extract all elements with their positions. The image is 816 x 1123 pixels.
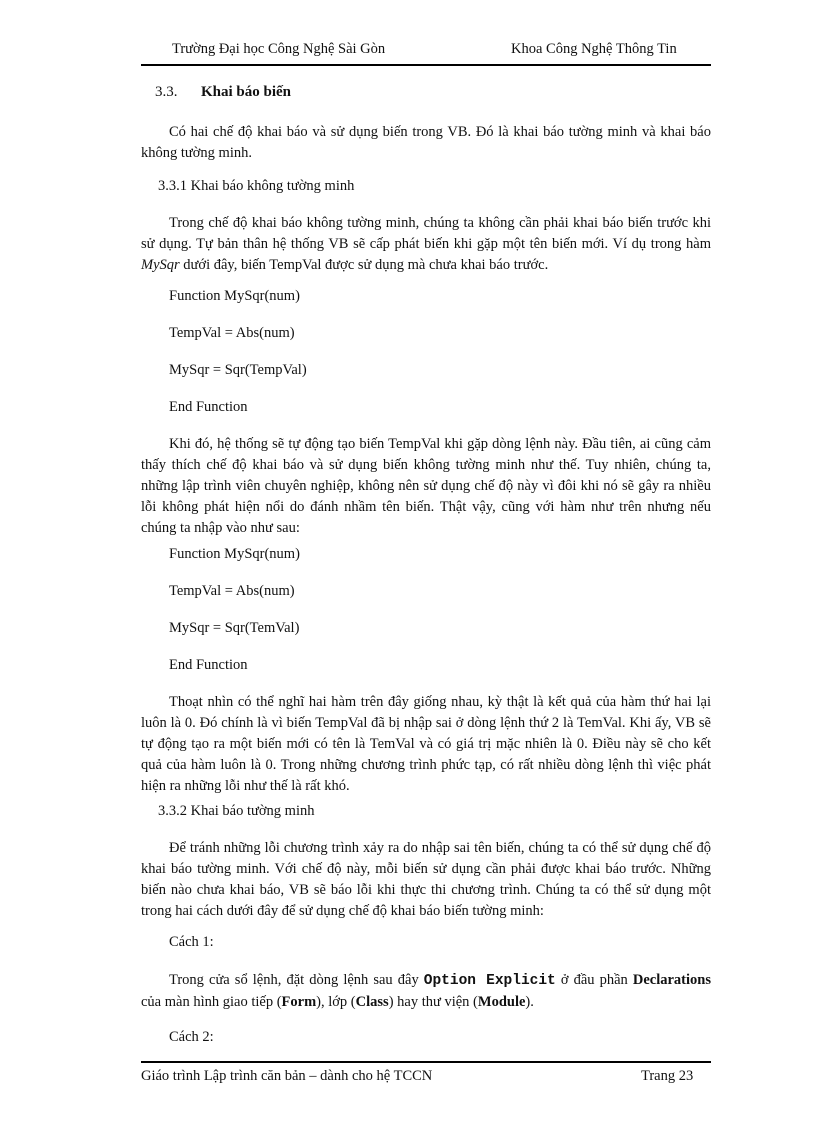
page-number: Trang 23 — [641, 1068, 694, 1084]
paragraph-text: Trong chế độ khai báo không tường minh, chúng ta không cần phải khai báo biến trước khi sử dụng. Tự bản thân hệ thống VB sẽ cấp phát biến khi gặp một tên biến mới. Ví dụ trong hàm — [141, 215, 711, 252]
paragraph-text: ) hay thư viện ( — [388, 994, 478, 1010]
paragraph-bug — [141, 692, 711, 797]
code-line: End Function — [169, 399, 248, 415]
paragraph-text: Thoạt nhìn có thể nghĩ hai hàm trên đây giống nhau, kỳ thật là kết quả của hàm thứ hai lại luôn là 0. Đó chính là vì biến TempVal đã bị nhập sai ở dòng lệnh thứ 2 là TemVal. Khi ấy, VB sẽ tự động tạo ra một biến mới có tên là TemVal và có giá trị mặc nhiên là 0. Điều này sẽ cho kết quả của hàm luôn là 0. Trong những chương trình phức tạp, có rất nhiều dòng lệnh thì việc phát hiện ra những lỗi như thế là rất khó. — [141, 694, 711, 794]
section-title: Khai báo biến — [201, 84, 292, 100]
method-1-label: Cách 1: — [169, 934, 214, 950]
code-line: MySqr = Sqr(TemVal) — [169, 620, 300, 636]
declarations-term: Declarations — [632, 972, 711, 988]
subsection-heading-explicit: 3.3.2 Khai báo tường minh — [158, 803, 315, 819]
code-keyword: Option Explicit — [423, 973, 556, 989]
method-2-label: Cách 2: — [169, 1029, 214, 1045]
code-line: Function MySqr(num) — [169, 288, 300, 304]
footer-title: Giáo trình Lập trình căn bản – dành cho hệ TCCN — [141, 1068, 433, 1084]
paragraph-text: dưới đây, biến TempVal được sử dụng mà chưa khai báo trước. — [179, 257, 549, 273]
code-line: MySqr = Sqr(TempVal) — [169, 362, 307, 378]
code-line: TempVal = Abs(num) — [169, 583, 295, 599]
header-school: Trường Đại học Công Nghệ Sài Gòn — [172, 41, 386, 57]
paragraph-explicit — [141, 838, 711, 922]
header-divider — [141, 64, 711, 66]
code-line: End Function — [169, 657, 248, 673]
code-line: TempVal = Abs(num) — [169, 325, 295, 341]
paragraph-text: ). — [525, 994, 534, 1010]
paragraph-text: của màn hình giao tiếp ( — [141, 994, 282, 1010]
paragraph-text: Khi đó, hệ thống sẽ tự động tạo biến TempVal khi gặp dòng lệnh này. Đầu tiên, ai cũng cảm thấy thích chế độ khai báo và sử dụng biến không tường minh như thế. Tuy nhiên, chúng ta, những lập trình viên chuyên nghiệp, không nên sử dụng chế độ này vì đôi khi nó sẽ gây ra nhiều lỗi không phát hiện nổi do đánh nhầm tên biến. Thật vậy, cũng với hàm như trên nhưng nếu chúng ta nhập vào như sau: — [141, 436, 711, 536]
intro-paragraph — [141, 122, 711, 164]
form-term: Form — [281, 994, 317, 1010]
paragraph-text: Để tránh những lỗi chương trình xảy ra do nhập sai tên biến, chúng ta có thể sử dụng chế độ khai báo tường minh. Với chế độ này, mỗi biến sử dụng cần phải được khai báo trước. Những biến nào chưa khai báo, VB sẽ báo lỗi khi thực thi chương trình. Chúng ta có thể sử dụng một trong hai cách dưới đây để sử dụng chế độ khai báo biến tường minh: — [141, 840, 711, 919]
paragraph-method-1 — [141, 970, 711, 1013]
paragraph-text: ), lớp ( — [316, 994, 356, 1010]
function-name: MySqr — [141, 257, 180, 273]
module-term: Module — [477, 994, 526, 1010]
paragraph-implicit — [141, 213, 711, 276]
class-term: Class — [355, 994, 389, 1010]
code-line: Function MySqr(num) — [169, 546, 300, 562]
paragraph-text: ở đầu phần — [555, 972, 633, 988]
paragraph-text: Trong cửa sổ lệnh, đặt dòng lệnh sau đây — [169, 972, 424, 988]
section-number: 3.3. — [155, 84, 178, 100]
subsection-heading-implicit: 3.3.1 Khai báo không tường minh — [158, 178, 355, 194]
footer-divider — [141, 1061, 711, 1063]
intro-text: Có hai chế độ khai báo và sử dụng biến trong VB. Đó là khai báo tường minh và khai báo không tường minh. — [141, 124, 711, 161]
paragraph-explanation — [141, 434, 711, 539]
header-faculty: Khoa Công Nghệ Thông Tin — [511, 41, 677, 57]
